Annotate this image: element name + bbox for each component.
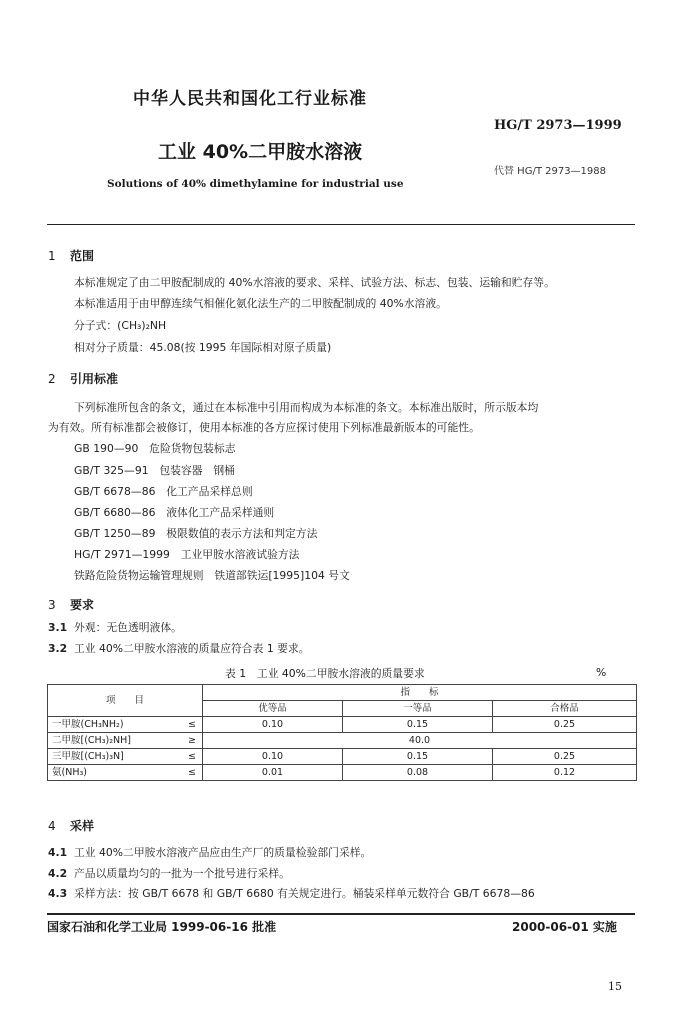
implementation-date: 2000-06-01 实施 [512,920,617,934]
clause-item [48,845,371,860]
clause-item [48,641,310,656]
relation-sign: ≤ [188,767,196,778]
molecular-mass: 相对分子质量：45.08(按 1995 年国际相对原子质量) [74,341,332,354]
table-row [48,749,637,765]
item-label: 一甲胺(CH₃NH₂) [52,719,124,730]
section-4-heading [48,817,94,834]
header-divider [47,224,635,225]
approval-note: 国家石油和化学工业局 1999-06-16 批准 [47,920,277,934]
item-cell [48,717,203,733]
value-cell: 0.25 [493,717,637,733]
clause-item [48,886,535,901]
value-cell: 0.08 [343,765,493,781]
table-row [48,733,637,749]
value-cell: 0.15 [343,749,493,765]
molecular-formula: 分子式：(CH₃)₂NH [74,319,167,332]
clause-number: 4.2 [48,867,68,880]
section-number: 1 [48,249,56,263]
value-cell: 0.10 [203,717,343,733]
section-1-heading [48,247,94,264]
paragraph: 下列标准所包含的条文，通过在本标准中引用而构成为本标准的条文。本标准出版时，所示版本均 [74,401,539,414]
clause-text: 工业 40%二甲胺水溶液的质量应符合表 1 要求。 [74,642,310,655]
value-cell: 0.01 [203,765,343,781]
paragraph: 为有效。所有标准都会被修订，使用本标准的各方应探讨使用下列标准最新版本的可能性。 [48,421,480,434]
clause-item [48,866,290,881]
grade-header: 一等品 [343,701,493,717]
reference-item: GB/T 325—91 包装容器 钢桶 [74,464,235,477]
item-label: 二甲胺[(CH₃)₂NH] [52,735,131,746]
page-number: 15 [608,980,622,993]
item-label: 氨(NH₃) [52,767,87,778]
value-cell: 0.12 [493,765,637,781]
clause-text: 采样方法：按 GB/T 6678 和 GB/T 6680 有关规定进行。桶装采样单元数符合 GB/T 6678—86 [74,887,535,900]
paragraph: 本标准规定了由二甲胺配制成的 40%水溶液的要求、采样、试验方法、标志、包装、运输和贮存等。 [74,276,555,289]
table-caption: 表 1 工业 40%二甲胺水溶液的质量要求 [225,667,425,680]
clause-number: 4.1 [48,846,68,859]
item-cell [48,733,203,749]
table-header-row [48,685,637,701]
table-row [48,717,637,733]
item-label: 三甲胺[(CH₃)₃N] [52,751,124,762]
clause-item [48,620,182,635]
reference-item: HG/T 2971—1999 工业甲胺水溶液试验方法 [74,548,300,561]
paragraph: 本标准适用于由甲醇连续气相催化氨化法生产的二甲胺配制成的 40%水溶液。 [74,297,447,310]
section-number: 4 [48,819,56,833]
section-title: 范围 [70,249,95,263]
reference-item: GB/T 6680—86 液体化工产品采样通则 [74,506,275,519]
section-3-heading [48,596,94,613]
reference-item: GB/T 6678—86 化工产品采样总则 [74,485,253,498]
section-title: 要求 [70,598,95,612]
clause-number: 4.3 [48,887,68,900]
clause-number: 3.2 [48,642,68,655]
section-number: 3 [48,598,56,612]
reference-item: 铁路危险货物运输管理规则 铁道部铁运[1995]104 号文 [74,569,350,582]
reference-item: GB/T 1250—89 极限数值的表示方法和判定方法 [74,527,318,540]
table-unit: % [596,666,607,679]
reference-item: GB 190—90 危险货物包装标志 [74,442,236,455]
footer-divider [47,913,635,915]
value-cell: 40.0 [203,733,637,749]
grade-header: 合格品 [493,701,637,717]
section-title: 引用标准 [70,372,119,386]
standard-code: HG/T 2973—1999 [494,118,622,133]
value-cell: 0.10 [203,749,343,765]
item-cell [48,749,203,765]
document-title: 工业 40%二甲胺水溶液 [158,141,363,163]
value-cell: 0.25 [493,749,637,765]
clause-text: 产品以质量均匀的一批为一个批号进行采样。 [74,867,290,880]
value-cell: 0.15 [343,717,493,733]
column-header-item: 项 目 [48,685,203,717]
column-header-index: 指 标 [203,685,637,701]
relation-sign: ≤ [188,751,196,762]
quality-requirements-table [47,684,637,781]
section-number: 2 [48,372,56,386]
item-cell [48,765,203,781]
table-row [48,765,637,781]
issuing-body-heading: 中华人民共和国化工行业标准 [133,89,367,109]
section-title: 采样 [70,819,95,833]
relation-sign: ≤ [188,719,196,730]
clause-number: 3.1 [48,621,68,634]
section-2-heading [48,370,118,387]
clause-text: 工业 40%二甲胺水溶液产品应由生产厂的质量检验部门采样。 [74,846,372,859]
clause-text: 外观：无色透明液体。 [74,621,182,634]
replaces-note: 代替 HG/T 2973—1988 [494,166,607,177]
english-title: Solutions of 40% dimethylamine for industrial use [107,178,404,190]
relation-sign: ≥ [188,735,196,746]
grade-header: 优等品 [203,701,343,717]
